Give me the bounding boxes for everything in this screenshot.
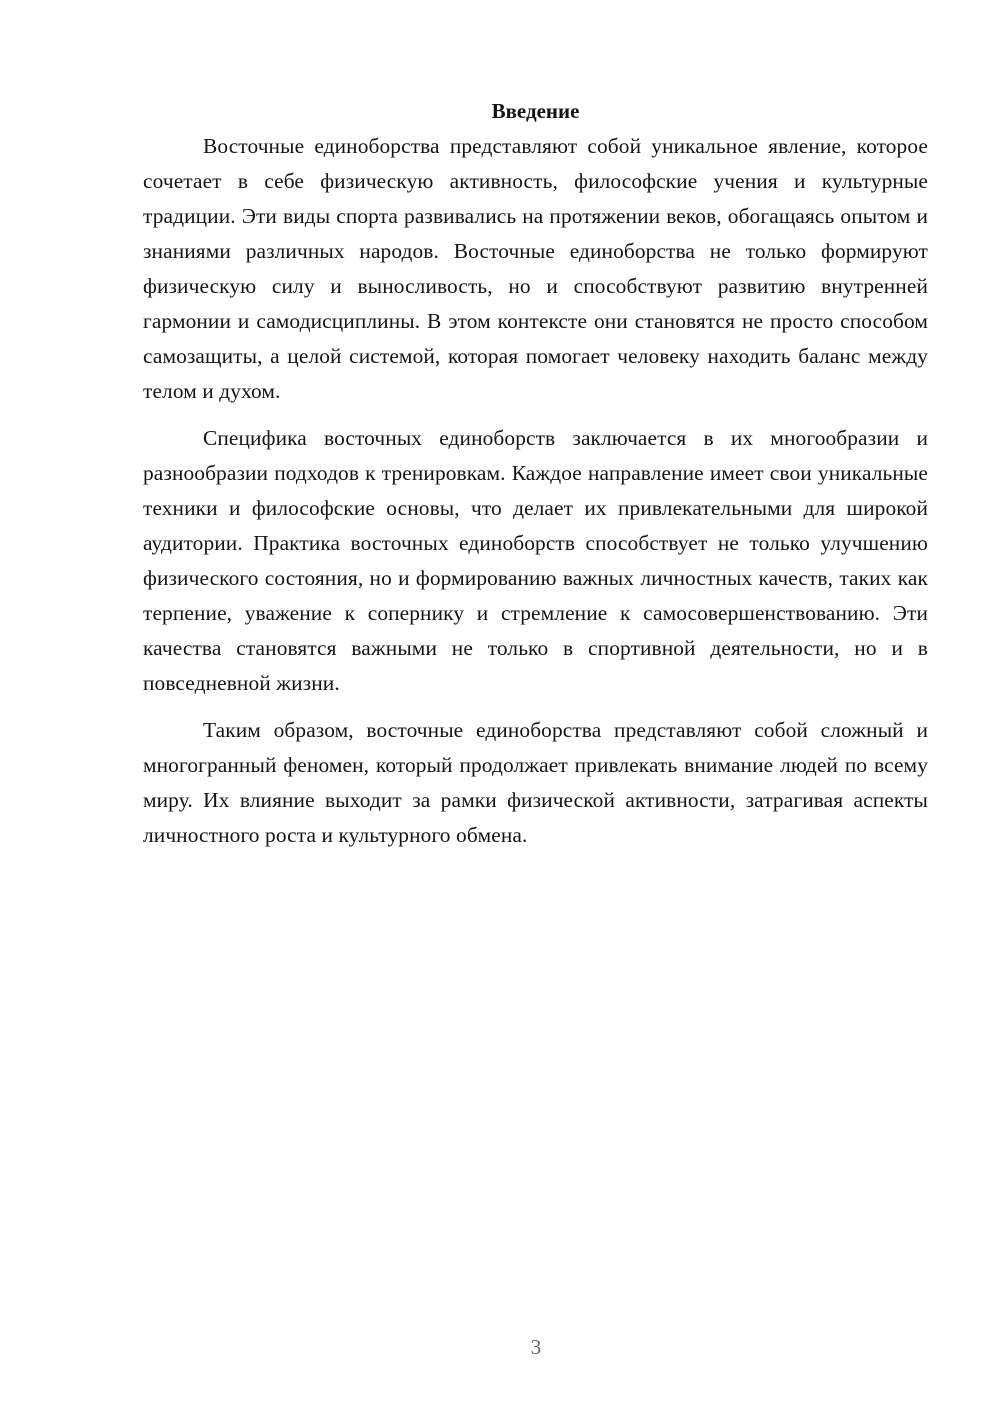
section-title: Введение — [491, 99, 580, 123]
paragraph-1: Восточные единоборства представляют собой уникальное явление, которое сочетает в себе физическую активность, философские учения и культурные традиции. Эти виды спорта развивались на протяжении веков, обогащаясь опытом и знаниями различных народов. Восточные единоборства не только формируют физическую силу и выносливость, но и способствуют развитию внутренней гармонии и самодисциплины. В этом контексте они становятся не просто способом самозащиты, а целой системой, которая помогает человеку находить баланс между телом и духом. — [143, 134, 928, 403]
page-content — [143, 94, 928, 853]
paragraph-2: Специфика восточных единоборств заключается в их многообразии и разнообразии подходов к тренировкам. Каждое направление имеет свои уникальные техники и философские основы, что делает их привлекательными для широкой аудитории. Практика восточных единоборств способствует не только улучшению физического состояния, но и формированию важных личностных качеств, таких как терпение, уважение к сопернику и стремление к самосовершенствованию. Эти качества становятся важными не только в спортивной деятельности, но и в повседневной жизни. — [143, 426, 928, 695]
paragraph-3: Таким образом, восточные единоборства представляют собой сложный и многогранный феномен, который продолжает привлекать внимание людей по всему миру. Их влияние выходит за рамки физической активности, затрагивая аспекты личностного роста и культурного обмена. — [143, 718, 928, 847]
page-number: 3 — [530, 1335, 542, 1359]
